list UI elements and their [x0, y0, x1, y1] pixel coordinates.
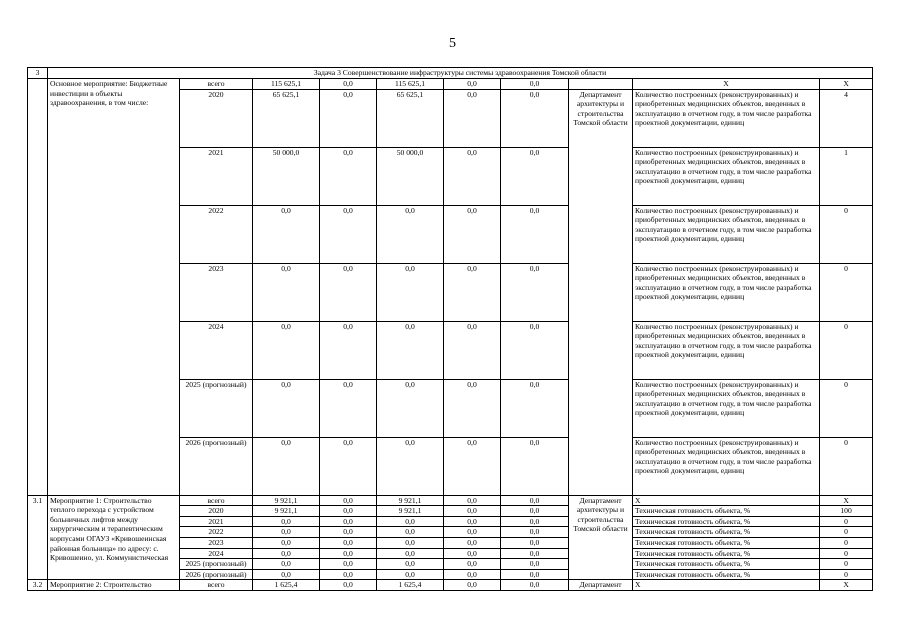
task-title: Задача 3 Совершенствование инфраструктуры системы здравоохранения Томской области: [48, 68, 873, 79]
federal-budget-cell: 0,0: [320, 79, 377, 90]
regional-budget-cell: 0,0: [377, 321, 444, 379]
total-funding-cell: 0,0: [253, 321, 320, 379]
indicator-value-cell: 0: [820, 205, 873, 263]
local-budget-cell: 0,0: [444, 537, 501, 548]
indicator-value-cell: 0: [820, 548, 873, 559]
local-budget-cell: 0,0: [444, 506, 501, 517]
local-budget-cell: 0,0: [444, 263, 501, 321]
indicator-cell: Количество построенных (реконструированных) и приобретенных медицинских объектов, введенных в эксплуатацию в отчетном году, в том числе разработка проектной документации, единиц: [633, 263, 820, 321]
extrabudgetary-cell: 0,0: [501, 506, 569, 517]
federal-budget-cell: 0,0: [320, 527, 377, 538]
regional-budget-cell: 9 921,1: [377, 506, 444, 517]
indicator-value-cell: 0: [820, 321, 873, 379]
indicator-cell: Техническая готовность объекта, %: [633, 527, 820, 538]
regional-budget-cell: 0,0: [377, 527, 444, 538]
year-cell: 2024: [180, 321, 253, 379]
year-cell: 2025 (прогнозный): [180, 379, 253, 437]
federal-budget-cell: 0,0: [320, 263, 377, 321]
total-funding-cell: 0,0: [253, 548, 320, 559]
page-number: 5: [449, 36, 456, 51]
federal-budget-cell: 0,0: [320, 516, 377, 527]
local-budget-cell: 0,0: [444, 559, 501, 570]
event-3-1-number: 3.1: [28, 495, 48, 580]
regional-budget-cell: 0,0: [377, 569, 444, 580]
federal-budget-cell: 0,0: [320, 147, 377, 205]
total-funding-cell: 115 625,1: [253, 79, 320, 90]
task-row: [28, 68, 873, 79]
local-budget-cell: 0,0: [444, 548, 501, 559]
extrabudgetary-cell: 0,0: [501, 495, 569, 506]
regional-budget-cell: 0,0: [377, 437, 444, 495]
federal-budget-cell: 0,0: [320, 495, 377, 506]
total-funding-cell: 0,0: [253, 559, 320, 570]
indicator-value-cell: 0: [820, 537, 873, 548]
main-event-number: [28, 79, 48, 496]
federal-budget-cell: 0,0: [320, 89, 377, 147]
year-cell: 2021: [180, 516, 253, 527]
indicator-cell: Техническая готовность объекта, %: [633, 559, 820, 570]
local-budget-cell: 0,0: [444, 516, 501, 527]
event-3-1-row: [28, 495, 873, 506]
indicator-cell: Техническая готовность объекта, %: [633, 516, 820, 527]
main-event-executor: Департамент архитектуры и строительства Томской области: [569, 89, 633, 495]
indicator-cell: Техническая готовность объекта, %: [633, 506, 820, 517]
year-cell: 2026 (прогнозный): [180, 569, 253, 580]
indicator-value-cell: 4: [820, 89, 873, 147]
event-3-2-executor: Департамент: [569, 580, 633, 591]
local-budget-cell: 0,0: [444, 79, 501, 90]
local-budget-cell: 0,0: [444, 495, 501, 506]
indicator-value-cell: 0: [820, 263, 873, 321]
local-budget-cell: 0,0: [444, 321, 501, 379]
total-funding-cell: 0,0: [253, 437, 320, 495]
indicator-value-cell: 0: [820, 516, 873, 527]
regional-budget-cell: 0,0: [377, 548, 444, 559]
extrabudgetary-cell: 0,0: [501, 559, 569, 570]
year-cell: всего: [180, 495, 253, 506]
year-cell: 2024: [180, 548, 253, 559]
extrabudgetary-cell: 0,0: [501, 569, 569, 580]
extrabudgetary-cell: 0,0: [501, 89, 569, 147]
regional-budget-cell: 0,0: [377, 516, 444, 527]
extrabudgetary-cell: 0,0: [501, 580, 569, 591]
extrabudgetary-cell: 0,0: [501, 516, 569, 527]
federal-budget-cell: 0,0: [320, 580, 377, 591]
year-cell: 2022: [180, 527, 253, 538]
federal-budget-cell: 0,0: [320, 548, 377, 559]
year-cell: всего: [180, 580, 253, 591]
regional-budget-cell: 50 000,0: [377, 147, 444, 205]
total-funding-cell: 0,0: [253, 527, 320, 538]
local-budget-cell: 0,0: [444, 527, 501, 538]
extrabudgetary-cell: 0,0: [501, 548, 569, 559]
extrabudgetary-cell: 0,0: [501, 437, 569, 495]
extrabudgetary-cell: 0,0: [501, 537, 569, 548]
total-funding-cell: 0,0: [253, 263, 320, 321]
total-funding-cell: 9 921,1: [253, 506, 320, 517]
extrabudgetary-cell: 0,0: [501, 321, 569, 379]
total-funding-cell: 0,0: [253, 537, 320, 548]
indicator-value-cell: 100: [820, 506, 873, 517]
year-cell: всего: [180, 79, 253, 90]
federal-budget-cell: 0,0: [320, 379, 377, 437]
regional-budget-cell: 0,0: [377, 559, 444, 570]
total-funding-cell: 65 625,1: [253, 89, 320, 147]
year-cell: 2020: [180, 506, 253, 517]
indicator-cell: Количество построенных (реконструированных) и приобретенных медицинских объектов, введенных в эксплуатацию в отчетном году, в том числе разработка проектной документации, единиц: [633, 321, 820, 379]
extrabudgetary-cell: 0,0: [501, 263, 569, 321]
total-funding-cell: 9 921,1: [253, 495, 320, 506]
extrabudgetary-cell: 0,0: [501, 147, 569, 205]
year-cell: 2023: [180, 263, 253, 321]
event-3-2-number: 3.2: [28, 580, 48, 591]
regional-budget-cell: 0,0: [377, 379, 444, 437]
main-event-name: Основное мероприятие: Бюджетные инвестиции в объекты здравоохранения, в том числе:: [48, 79, 180, 496]
year-cell: 2021: [180, 147, 253, 205]
indicator-value-cell: 0: [820, 569, 873, 580]
federal-budget-cell: 0,0: [320, 321, 377, 379]
indicator-cell: Х: [633, 495, 820, 506]
indicator-value-cell: 0: [820, 559, 873, 570]
extrabudgetary-cell: 0,0: [501, 527, 569, 538]
federal-budget-cell: 0,0: [320, 537, 377, 548]
total-funding-cell: 50 000,0: [253, 147, 320, 205]
program-table: [27, 67, 873, 591]
regional-budget-cell: 115 625,1: [377, 79, 444, 90]
extrabudgetary-cell: 0,0: [501, 379, 569, 437]
main-event-row: [28, 79, 873, 90]
total-funding-cell: 1 625,4: [253, 580, 320, 591]
total-funding-cell: 0,0: [253, 516, 320, 527]
local-budget-cell: 0,0: [444, 205, 501, 263]
total-funding-cell: 0,0: [253, 569, 320, 580]
year-cell: 2025 (прогнозный): [180, 559, 253, 570]
year-cell: 2022: [180, 205, 253, 263]
regional-budget-cell: 9 921,1: [377, 495, 444, 506]
year-cell: 2026 (прогнозный): [180, 437, 253, 495]
indicator-cell: Техническая готовность объекта, %: [633, 548, 820, 559]
federal-budget-cell: 0,0: [320, 506, 377, 517]
indicator-cell: Количество построенных (реконструированных) и приобретенных медицинских объектов, введенных в эксплуатацию в отчетном году, в том числе разработка проектной документации, единиц: [633, 379, 820, 437]
federal-budget-cell: 0,0: [320, 559, 377, 570]
indicator-cell: Х: [633, 79, 820, 90]
indicator-cell: Количество построенных (реконструированных) и приобретенных медицинских объектов, введенных в эксплуатацию в отчетном году, в том числе разработка проектной документации, единиц: [633, 205, 820, 263]
indicator-cell: Количество построенных (реконструированных) и приобретенных медицинских объектов, введенных в эксплуатацию в отчетном году, в том числе разработка проектной документации, единиц: [633, 437, 820, 495]
year-cell: 2020: [180, 89, 253, 147]
task-number: 3: [28, 68, 48, 79]
regional-budget-cell: 0,0: [377, 263, 444, 321]
regional-budget-cell: 0,0: [377, 537, 444, 548]
federal-budget-cell: 0,0: [320, 205, 377, 263]
event-3-2-name: Мероприятие 2: Строительство: [48, 580, 180, 591]
event-3-2-row: [28, 580, 873, 591]
indicator-cell: Количество построенных (реконструированных) и приобретенных медицинских объектов, введенных в эксплуатацию в отчетном году, в том числе разработка проектной документации, единиц: [633, 147, 820, 205]
extrabudgetary-cell: 0,0: [501, 205, 569, 263]
indicator-value-cell: 0: [820, 379, 873, 437]
indicator-value-cell: Х: [820, 495, 873, 506]
regional-budget-cell: 1 625,4: [377, 580, 444, 591]
indicator-value-cell: 0: [820, 527, 873, 538]
event-3-1-name: Мероприятие 1: Строительство теплого перехода с устройством больничных лифтов между хирургическим и терапевтическим корпусами ОГАУЗ «Кривошеинская районная больница» по адресу: с. Кривошеино, ул. Коммунистическая: [48, 495, 180, 580]
local-budget-cell: 0,0: [444, 437, 501, 495]
local-budget-cell: 0,0: [444, 580, 501, 591]
indicator-cell: Техническая готовность объекта, %: [633, 537, 820, 548]
regional-budget-cell: 65 625,1: [377, 89, 444, 147]
indicator-cell: Количество построенных (реконструированных) и приобретенных медицинских объектов, введенных в эксплуатацию в отчетном году, в том числе разработка проектной документации, единиц: [633, 89, 820, 147]
federal-budget-cell: 0,0: [320, 569, 377, 580]
event-3-1-executor: Департамент архитектуры и строительства Томской области: [569, 495, 633, 580]
indicator-value-cell: 0: [820, 437, 873, 495]
regional-budget-cell: 0,0: [377, 205, 444, 263]
local-budget-cell: 0,0: [444, 569, 501, 580]
indicator-value-cell: 1: [820, 147, 873, 205]
federal-budget-cell: 0,0: [320, 437, 377, 495]
total-funding-cell: 0,0: [253, 205, 320, 263]
extrabudgetary-cell: 0,0: [501, 79, 569, 90]
main-event-executor-blank: [569, 79, 633, 90]
total-funding-cell: 0,0: [253, 379, 320, 437]
indicator-value-cell: Х: [820, 580, 873, 591]
indicator-value-cell: Х: [820, 79, 873, 90]
indicator-cell: Техническая готовность объекта, %: [633, 569, 820, 580]
local-budget-cell: 0,0: [444, 379, 501, 437]
local-budget-cell: 0,0: [444, 147, 501, 205]
indicator-cell: Х: [633, 580, 820, 591]
year-cell: 2023: [180, 537, 253, 548]
local-budget-cell: 0,0: [444, 89, 501, 147]
